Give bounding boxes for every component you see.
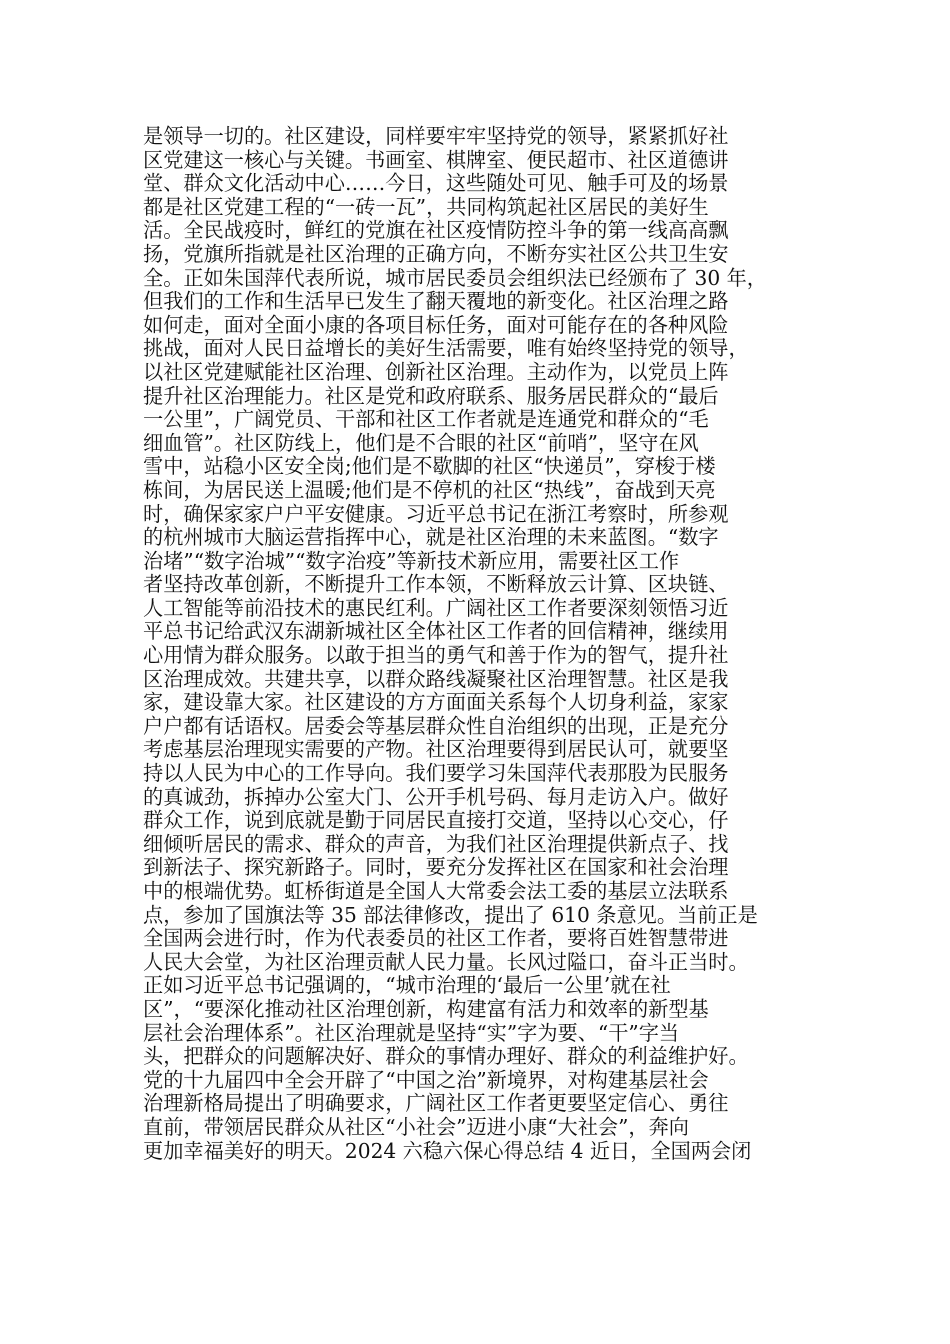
text-line: 党的十九届四中全会开辟了“中国之治”新境界，对构建基层社会 xyxy=(143,1067,709,1092)
text-line: 但我们的工作和生活早已发生了翻天覆地的新变化。社区治理之路 xyxy=(143,289,729,314)
text-line: 细倾听居民的需求、群众的声音，为我们社区治理提供新点子、找 xyxy=(143,831,729,856)
text-line: 更加幸福美好的明天。2024 六稳六保心得总结 4 近日，全国两会闭 xyxy=(143,1138,752,1163)
text-line: 的真诚劲，拆掉办公室大门、公开手机号码、每月走访入户。做好 xyxy=(143,784,729,809)
text-line: 家，建设靠大家。社区建设的方方面面关系每个人切身利益，家家 xyxy=(143,690,729,715)
text-line: 如何走，面对全面小康的各项目标任务，面对可能存在的各种风险 xyxy=(143,312,729,337)
text-line: 栋间，为居民送上温暖;他们是不停机的社区“热线”，奋战到天亮 xyxy=(143,477,716,502)
text-line: 区党建这一核心与关键。书画室、棋牌室、便民超市、社区道德讲 xyxy=(143,147,729,172)
text-line: 提升社区治理能力。社区是党和政府联系、服务居民群众的“最后 xyxy=(143,383,719,408)
text-line: 活。全民战疫时，鲜红的党旗在社区疫情防控斗争的第一线高高飘 xyxy=(143,218,729,243)
text-line: 平总书记给武汉东湖新城社区全体社区工作者的回信精神，继续用 xyxy=(143,619,729,644)
text-line: 以社区党建赋能社区治理、创新社区治理。主动作为，以党员上阵 xyxy=(143,359,729,384)
text-line: 治理新格局提出了明确要求，广阔社区工作者更要坚定信心、勇往 xyxy=(143,1091,729,1116)
text-line: 持以人民为中心的工作导向。我们要学习朱国萍代表那股为民服务 xyxy=(143,761,729,786)
text-line: 区治理成效。共建共享，以群众路线凝聚社区治理智慧。社区是我 xyxy=(143,666,729,691)
text-line: 区”，“要深化推动社区治理创新，构建富有活力和效率的新型基 xyxy=(143,996,709,1021)
text-line: 者坚持改革创新，不断提升工作本领，不断释放云计算、区块链、 xyxy=(143,572,729,597)
text-line: 一公里”，广阔党员、干部和社区工作者就是连通党和群众的“毛 xyxy=(143,407,709,432)
text-line: 人工智能等前沿技术的惠民红利。广阔社区工作者要深刻领悟习近 xyxy=(143,595,729,620)
text-line: 全国两会进行时，作为代表委员的社区工作者，要将百姓智慧带进 xyxy=(143,926,729,951)
text-line: 点，参加了国旗法等 35 部法律修改，提出了 610 条意见。当前正是 xyxy=(143,902,758,927)
text-line: 治堵”“数字治城”“数字治疫”等新技术新应用，需要社区工作 xyxy=(143,548,680,573)
text-line: 雪中，站稳小区安全岗;他们是不歇脚的社区“快递员”，穿梭于楼 xyxy=(143,454,716,479)
text-line: 全。正如朱国萍代表所说，城市居民委员会组织法已经颁布了 30 年， xyxy=(143,265,767,290)
text-line: 直前，带领居民群众从社区“小社会”迈进小康“大社会”，奔向 xyxy=(143,1114,689,1139)
text-line: 是领导一切的。社区建设，同样要牢牢坚持党的领导，紧紧抓好社 xyxy=(143,124,729,148)
text-line: 群众工作，说到底就是勤于同居民直接打交道，坚持以心交心，仔 xyxy=(143,808,729,833)
text-line: 堂、群众文化活动中心……今日，这些随处可见、触手可及的场景 xyxy=(143,171,729,196)
text-line: 都是社区党建工程的“一砖一瓦”，共同构筑起社区居民的美好生 xyxy=(143,194,709,219)
text-line: 心用情为群众服务。以敢于担当的勇气和善于作为的智气，提升社 xyxy=(143,643,729,668)
text-line: 的杭州城市大脑运营指挥中心，就是社区治理的未来蓝图。“数字 xyxy=(143,525,719,550)
body-text xyxy=(143,125,833,1163)
text-line: 细血管”。社区防线上，他们是不合眼的社区“前哨”，坚守在风 xyxy=(143,430,699,455)
text-line: 挑战，面对人民日益增长的美好生活需要，唯有始终坚持党的领导， xyxy=(143,336,749,361)
text-line: 人民大会堂，为社区治理贡献人民力量。长风过隘口，奋斗正当时。 xyxy=(143,949,749,974)
text-line: 时，确保家家户户平安健康。习近平总书记在浙江考察时，所参观 xyxy=(143,501,729,526)
text-line: 扬，党旗所指就是社区治理的正确方向，不断夯实社区公共卫生安 xyxy=(143,241,729,266)
text-line: 考虑基层治理现实需要的产物。社区治理要得到居民认可，就要坚 xyxy=(143,737,729,762)
text-line: 户户都有话语权。居委会等基层群众性自治组织的出现，正是充分 xyxy=(143,713,729,738)
text-line: 到新法子、探究新路子。同时，要充分发挥社区在国家和社会治理 xyxy=(143,855,729,880)
text-line: 层社会治理体系”。社区治理就是坚持“实”字为要、“干”字当 xyxy=(143,1020,680,1045)
text-line: 中的根端优势。虹桥街道是全国人大常委会法工委的基层立法联系 xyxy=(143,879,729,903)
text-line: 头，把群众的问题解决好、群众的事情办理好、群众的利益维护好。 xyxy=(143,1044,749,1069)
text-line: 正如习近平总书记强调的，“城市治理的‘最后一公里’就在社 xyxy=(143,973,671,998)
